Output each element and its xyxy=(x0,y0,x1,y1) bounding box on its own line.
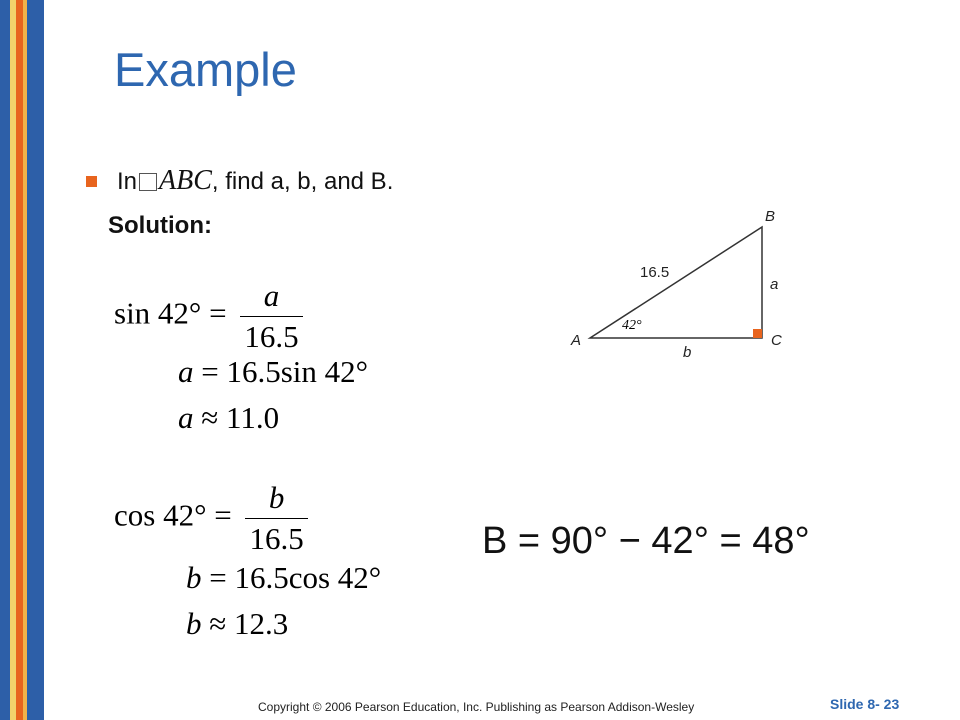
right-angle-marker xyxy=(753,329,762,338)
equation-b-expr: b = 16.5cos 42° xyxy=(186,560,382,595)
copyright-text: Copyright © 2006 Pearson Education, Inc. Publishing as Pearson Addison-Wesley xyxy=(258,700,695,714)
equation-a-expr: a = 16.5sin 42° xyxy=(178,354,369,389)
equation-b-value: b ≈ 12.3 xyxy=(186,606,289,641)
prompt-post: , find a, b, and B. xyxy=(211,168,394,195)
eq1-numerator: a xyxy=(240,276,302,317)
slide-title: Example xyxy=(114,43,297,96)
triangle-name: ABC xyxy=(159,165,212,196)
side-a-label: a xyxy=(770,276,779,293)
equation-sin: sin 42° = $\frac{a}{16.5}$ xyxy=(114,276,303,357)
equation-a-value: a ≈ 11.0 xyxy=(178,400,280,435)
vertex-b-label: B xyxy=(765,208,776,225)
side-b-label: b xyxy=(683,344,692,361)
vertex-c-label: C xyxy=(771,332,782,349)
eq4-lhs: cos 42° xyxy=(114,497,207,533)
eq3-lhs: a xyxy=(178,400,194,435)
hypotenuse-label: 16.5 xyxy=(640,264,670,281)
eq6-lhs: b xyxy=(186,606,202,641)
eq4-numerator: b xyxy=(245,478,307,519)
eq5-lhs: b xyxy=(186,560,202,595)
angle-b-result: B = 90° − 42° = 48° xyxy=(482,520,810,562)
triangle-shape xyxy=(590,227,762,338)
eq6-rhs: 12.3 xyxy=(234,606,289,641)
eq5-rhs: 16.5cos 42° xyxy=(234,560,382,595)
vertex-a-label: A xyxy=(571,332,582,349)
eq4-denominator: 16.5 xyxy=(249,521,304,556)
prompt-pre: In xyxy=(117,168,138,195)
eq2-lhs: a xyxy=(178,354,194,389)
slide-number: Slide 8- 23 xyxy=(830,696,900,712)
equation-cos: cos 42° = $\frac{b}{16.5}$ xyxy=(114,478,308,559)
solution-label: Solution: xyxy=(108,212,212,239)
eq1-denominator: 16.5 xyxy=(244,319,299,354)
eq1-lhs: sin 42° xyxy=(114,295,202,331)
angle-label: 42° xyxy=(622,318,642,333)
eq2-rhs: 16.5sin 42° xyxy=(226,354,369,389)
eq3-rhs: 11.0 xyxy=(226,400,280,435)
